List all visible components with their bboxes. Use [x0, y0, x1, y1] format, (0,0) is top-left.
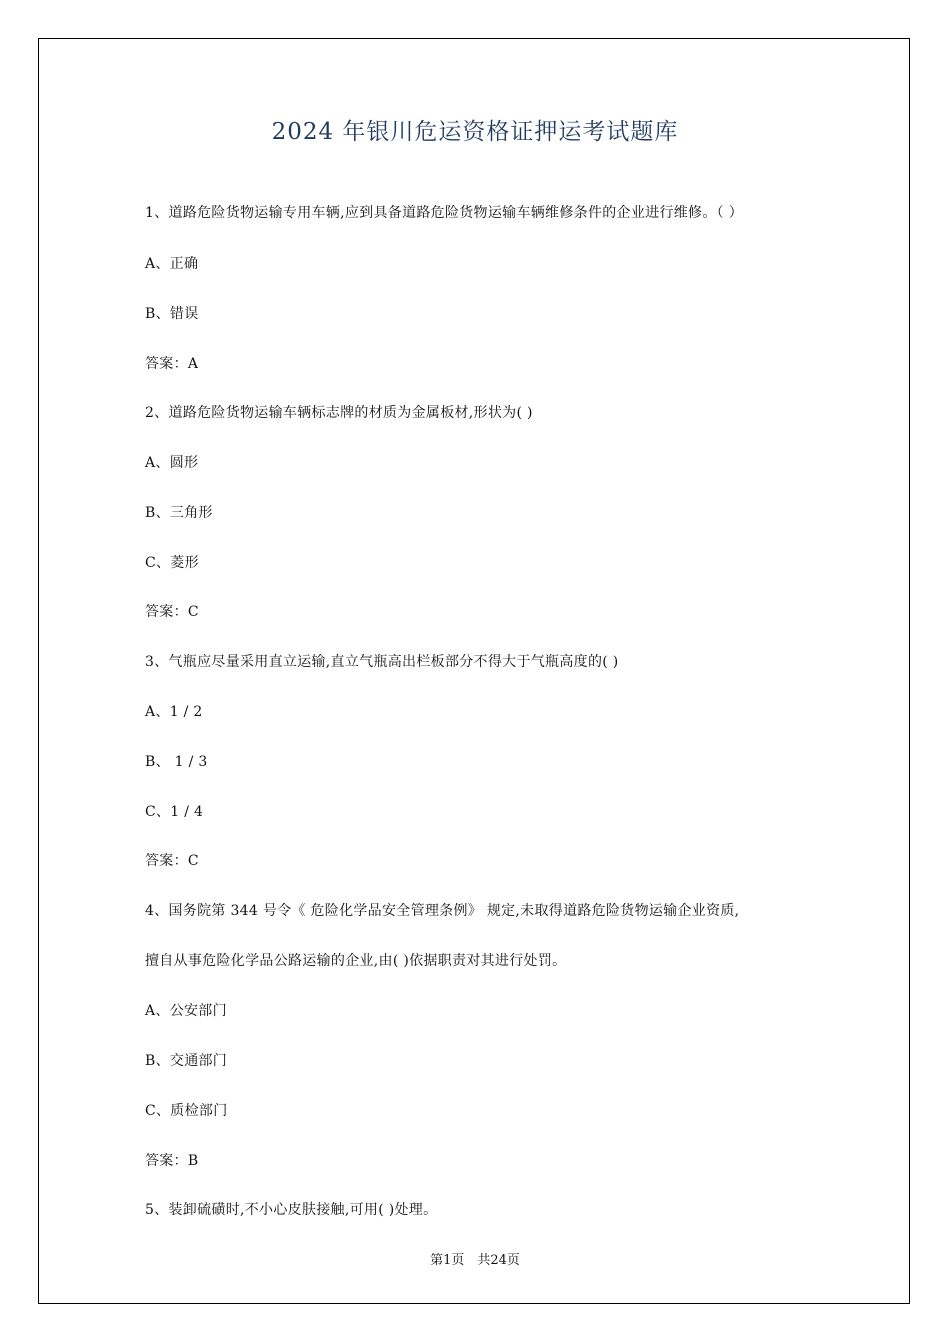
- q3-option-b: B、 1 / 3: [145, 754, 208, 770]
- q4-option-c: C、质检部门: [145, 1103, 228, 1119]
- q1-option-b: B、错误: [145, 306, 199, 322]
- question-5: 5、装卸硫磺时,不小心皮肤接触,可用( )处理。: [145, 1202, 438, 1218]
- q4-answer: 答案：B: [145, 1153, 199, 1169]
- question-3: 3、气瓶应尽量采用直立运输,直立气瓶高出栏板部分不得大于气瓶高度的( ): [145, 654, 619, 670]
- page-footer: 第1页 共24页: [430, 1253, 520, 1268]
- document-title: 2024 年银川危运资格证押运考试题库: [271, 119, 679, 145]
- question-4-continued: 擅自从事危险化学品公路运输的企业,由( )依据职责对其进行处罚。: [145, 953, 567, 969]
- q4-option-a: A、公安部门: [145, 1003, 227, 1019]
- q2-option-a: A、圆形: [145, 455, 199, 471]
- q3-option-a: A、1 / 2: [145, 704, 203, 720]
- q1-option-a: A、正确: [145, 256, 199, 272]
- q1-answer: 答案：A: [145, 356, 199, 372]
- q3-option-c: C、1 / 4: [145, 804, 204, 820]
- question-2: 2、道路危险货物运输车辆标志牌的材质为金属板材,形状为( ): [145, 405, 533, 421]
- q4-option-b: B、交通部门: [145, 1053, 228, 1069]
- q2-option-c: C、菱形: [145, 555, 199, 571]
- q3-answer: 答案：C: [145, 853, 199, 869]
- question-1: 1、道路危险货物运输专用车辆,应到具备道路危险货物运输车辆维修条件的企业进行维修。（ ）: [145, 205, 744, 221]
- q2-option-b: B、三角形: [145, 505, 213, 521]
- q2-answer: 答案：C: [145, 604, 199, 620]
- question-4: 4、国务院第 344 号令《 危险化学品安全管理条例》 规定,未取得道路危险货物运输企业资质,: [145, 903, 740, 919]
